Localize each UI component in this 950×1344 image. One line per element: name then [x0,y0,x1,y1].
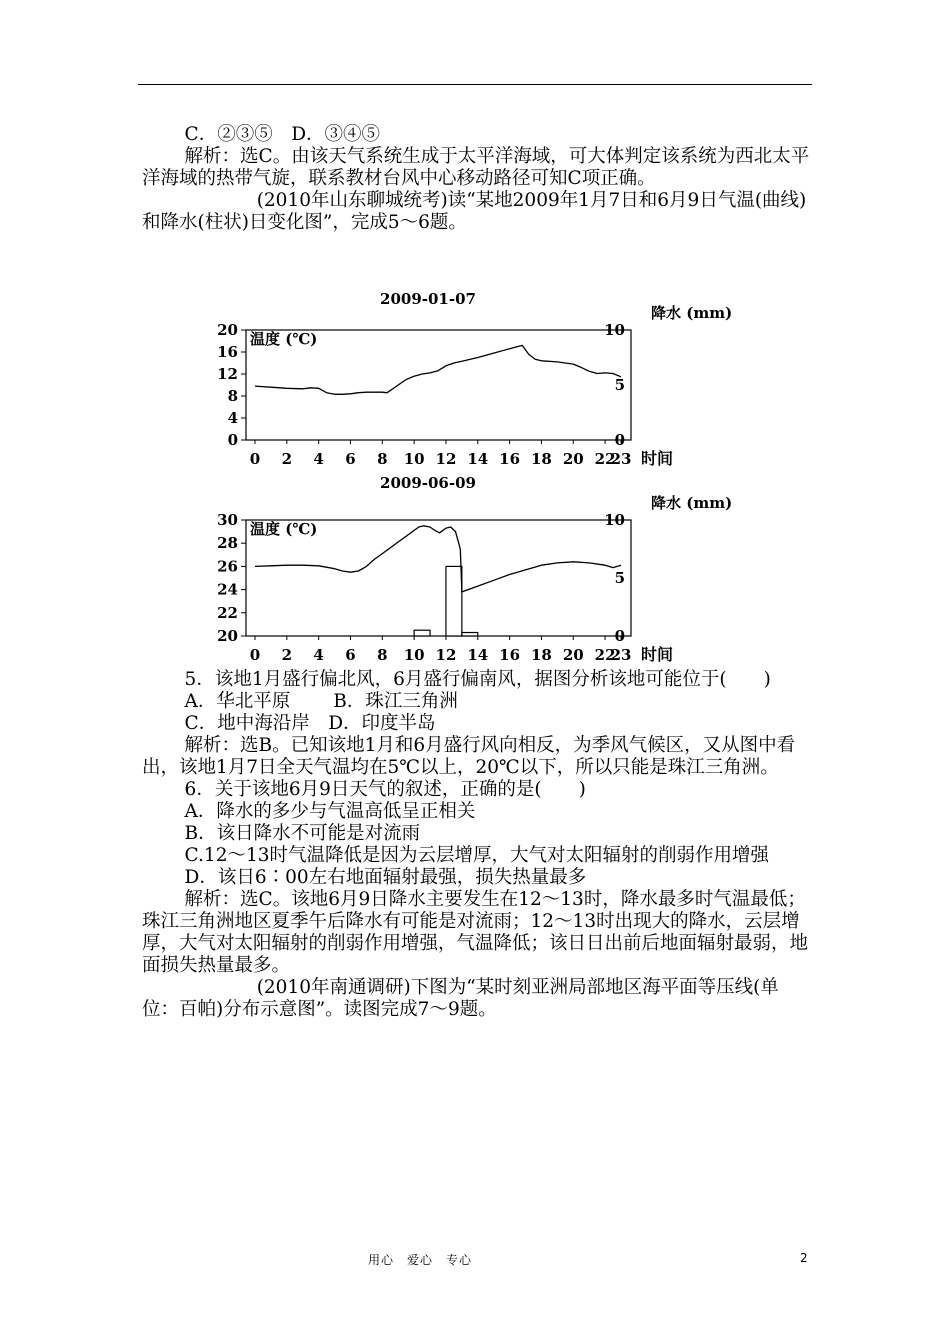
x-tick-label: 20 [562,450,584,468]
temperature-precipitation-chart [200,282,760,672]
paragraph: C．②③⑤ D．③④⑤ [184,124,381,145]
y2-tick-label: 0 [614,431,625,449]
y2-tick-label: 5 [614,569,625,587]
paragraph: (2010年山东聊城统考)读“某地2009年1月7日和6月9日气温(曲线)和降水(柱状)日变化图”，完成5～6题。 [142,190,807,233]
x-tick-label: 4 [313,646,324,664]
precipitation-bar [446,566,462,636]
y-tick-label: 8 [227,387,238,405]
x-tick-label: 18 [530,646,552,664]
paragraph: 解析：选C。由该天气系统生成于太平洋海域，可大体判定该系统为西北太平洋海域的热带气旋，联系教材台风中心移动路径可知C项正确。 [142,146,810,189]
y2-tick-label: 10 [604,321,625,339]
y-axis-label: 温度 (℃) [250,330,318,349]
x-axis-label: 时间 [641,449,674,468]
precipitation-bar [462,633,478,636]
y-tick-label: 0 [227,431,238,449]
page-footer: 用心 爱心 专心 [368,1253,473,1267]
y2-tick-label: 10 [604,511,625,529]
paragraph: A．降水的多少与气温高低呈正相关 [184,801,476,822]
x-tick-label: 22 [594,450,616,468]
x-tick-label: 6 [345,646,356,664]
x-tick-label: 14 [467,450,489,468]
x-tick-label: 8 [377,646,388,664]
y-tick-label: 20 [217,321,238,339]
paragraph: D．该日6∶00左右地面辐射最强，损失热量最多 [184,867,587,888]
y-tick-label: 20 [217,627,238,645]
paragraph: A．华北平原 B．珠江三角洲 [184,691,458,712]
x-tick-label: 23 [610,450,632,468]
page-number: 2 [800,1251,808,1265]
paragraph: C．地中海沿岸 D．印度半岛 [184,713,436,734]
x-tick-label: 23 [610,646,632,664]
paragraph: (2010年南通调研)下图为“某时刻亚洲局部地区海平面等压线(单位：百帕)分布示意图”。读图完成7～9题。 [142,977,779,1020]
text-block-top [142,124,812,234]
x-tick-label: 14 [467,646,489,664]
x-tick-label: 2 [281,450,293,468]
precipitation-bar [414,630,430,636]
x-tick-label: 16 [499,646,521,664]
x-tick-label: 10 [403,646,425,664]
x-tick-label: 18 [530,450,552,468]
header-rule [138,84,812,85]
x-tick-label: 10 [403,450,425,468]
x-tick-label: 8 [377,450,388,468]
paragraph: 5．该地1月盛行偏北风，6月盛行偏南风，据图分析该地可能位于( ) [184,669,771,690]
x-tick-label: 12 [435,450,457,468]
x-tick-label: 4 [313,450,324,468]
paragraph: B．该日降水不可能是对流雨 [184,823,421,844]
paragraph: C.12～13时气温降低是因为云层增厚，大气对太阳辐射的削弱作用增强 [184,845,770,866]
paragraph: 6．关于该地6月9日天气的叙述，正确的是( ) [184,779,586,800]
y-tick-label: 26 [217,557,238,576]
x-tick-label: 22 [594,646,616,664]
paragraph: 解析：选C。该地6月9日降水主要发生在12～13时，降水最多时气温最低；珠江三角洲地区夏季午后降水有可能是对流雨；12～13时出现大的降水，云层增厚，大气对太阳辐射的削弱作用增强，气温降低；该日日出前后地面辐射最弱，地面损失热量最多。 [142,889,809,976]
chart-title: 2009-01-07 [380,290,476,308]
y2-axis-label: 降水 (mm) [651,494,733,512]
x-tick-label: 20 [562,646,584,664]
y-tick-label: 30 [217,511,238,529]
x-tick-label: 0 [249,450,261,468]
x-tick-label: 16 [499,450,521,468]
chart-title: 2009-06-09 [380,474,476,492]
y2-tick-label: 0 [614,627,625,645]
y-tick-label: 12 [217,365,238,383]
y-tick-label: 24 [217,580,238,599]
x-tick-label: 2 [281,646,293,664]
y-tick-label: 4 [227,409,238,427]
x-axis-label: 时间 [641,645,674,664]
y-axis-label: 温度 (℃) [250,520,318,539]
paragraph: 解析：选B。已知该地1月和6月盛行风向相反，为季风气候区，又从图中看出，该地1月7日全天气温均在5℃以上，20℃以下，所以只能是珠江三角洲。 [142,735,796,778]
x-tick-label: 12 [435,646,457,664]
x-tick-label: 6 [345,450,356,468]
y-tick-label: 16 [217,343,238,361]
y-tick-label: 28 [217,534,238,553]
y-tick-label: 22 [217,603,238,622]
y2-tick-label: 5 [614,376,625,394]
x-tick-label: 0 [249,646,261,664]
temperature-line [255,345,621,394]
y2-axis-label: 降水 (mm) [651,304,733,322]
text-block-bottom [142,669,812,1021]
